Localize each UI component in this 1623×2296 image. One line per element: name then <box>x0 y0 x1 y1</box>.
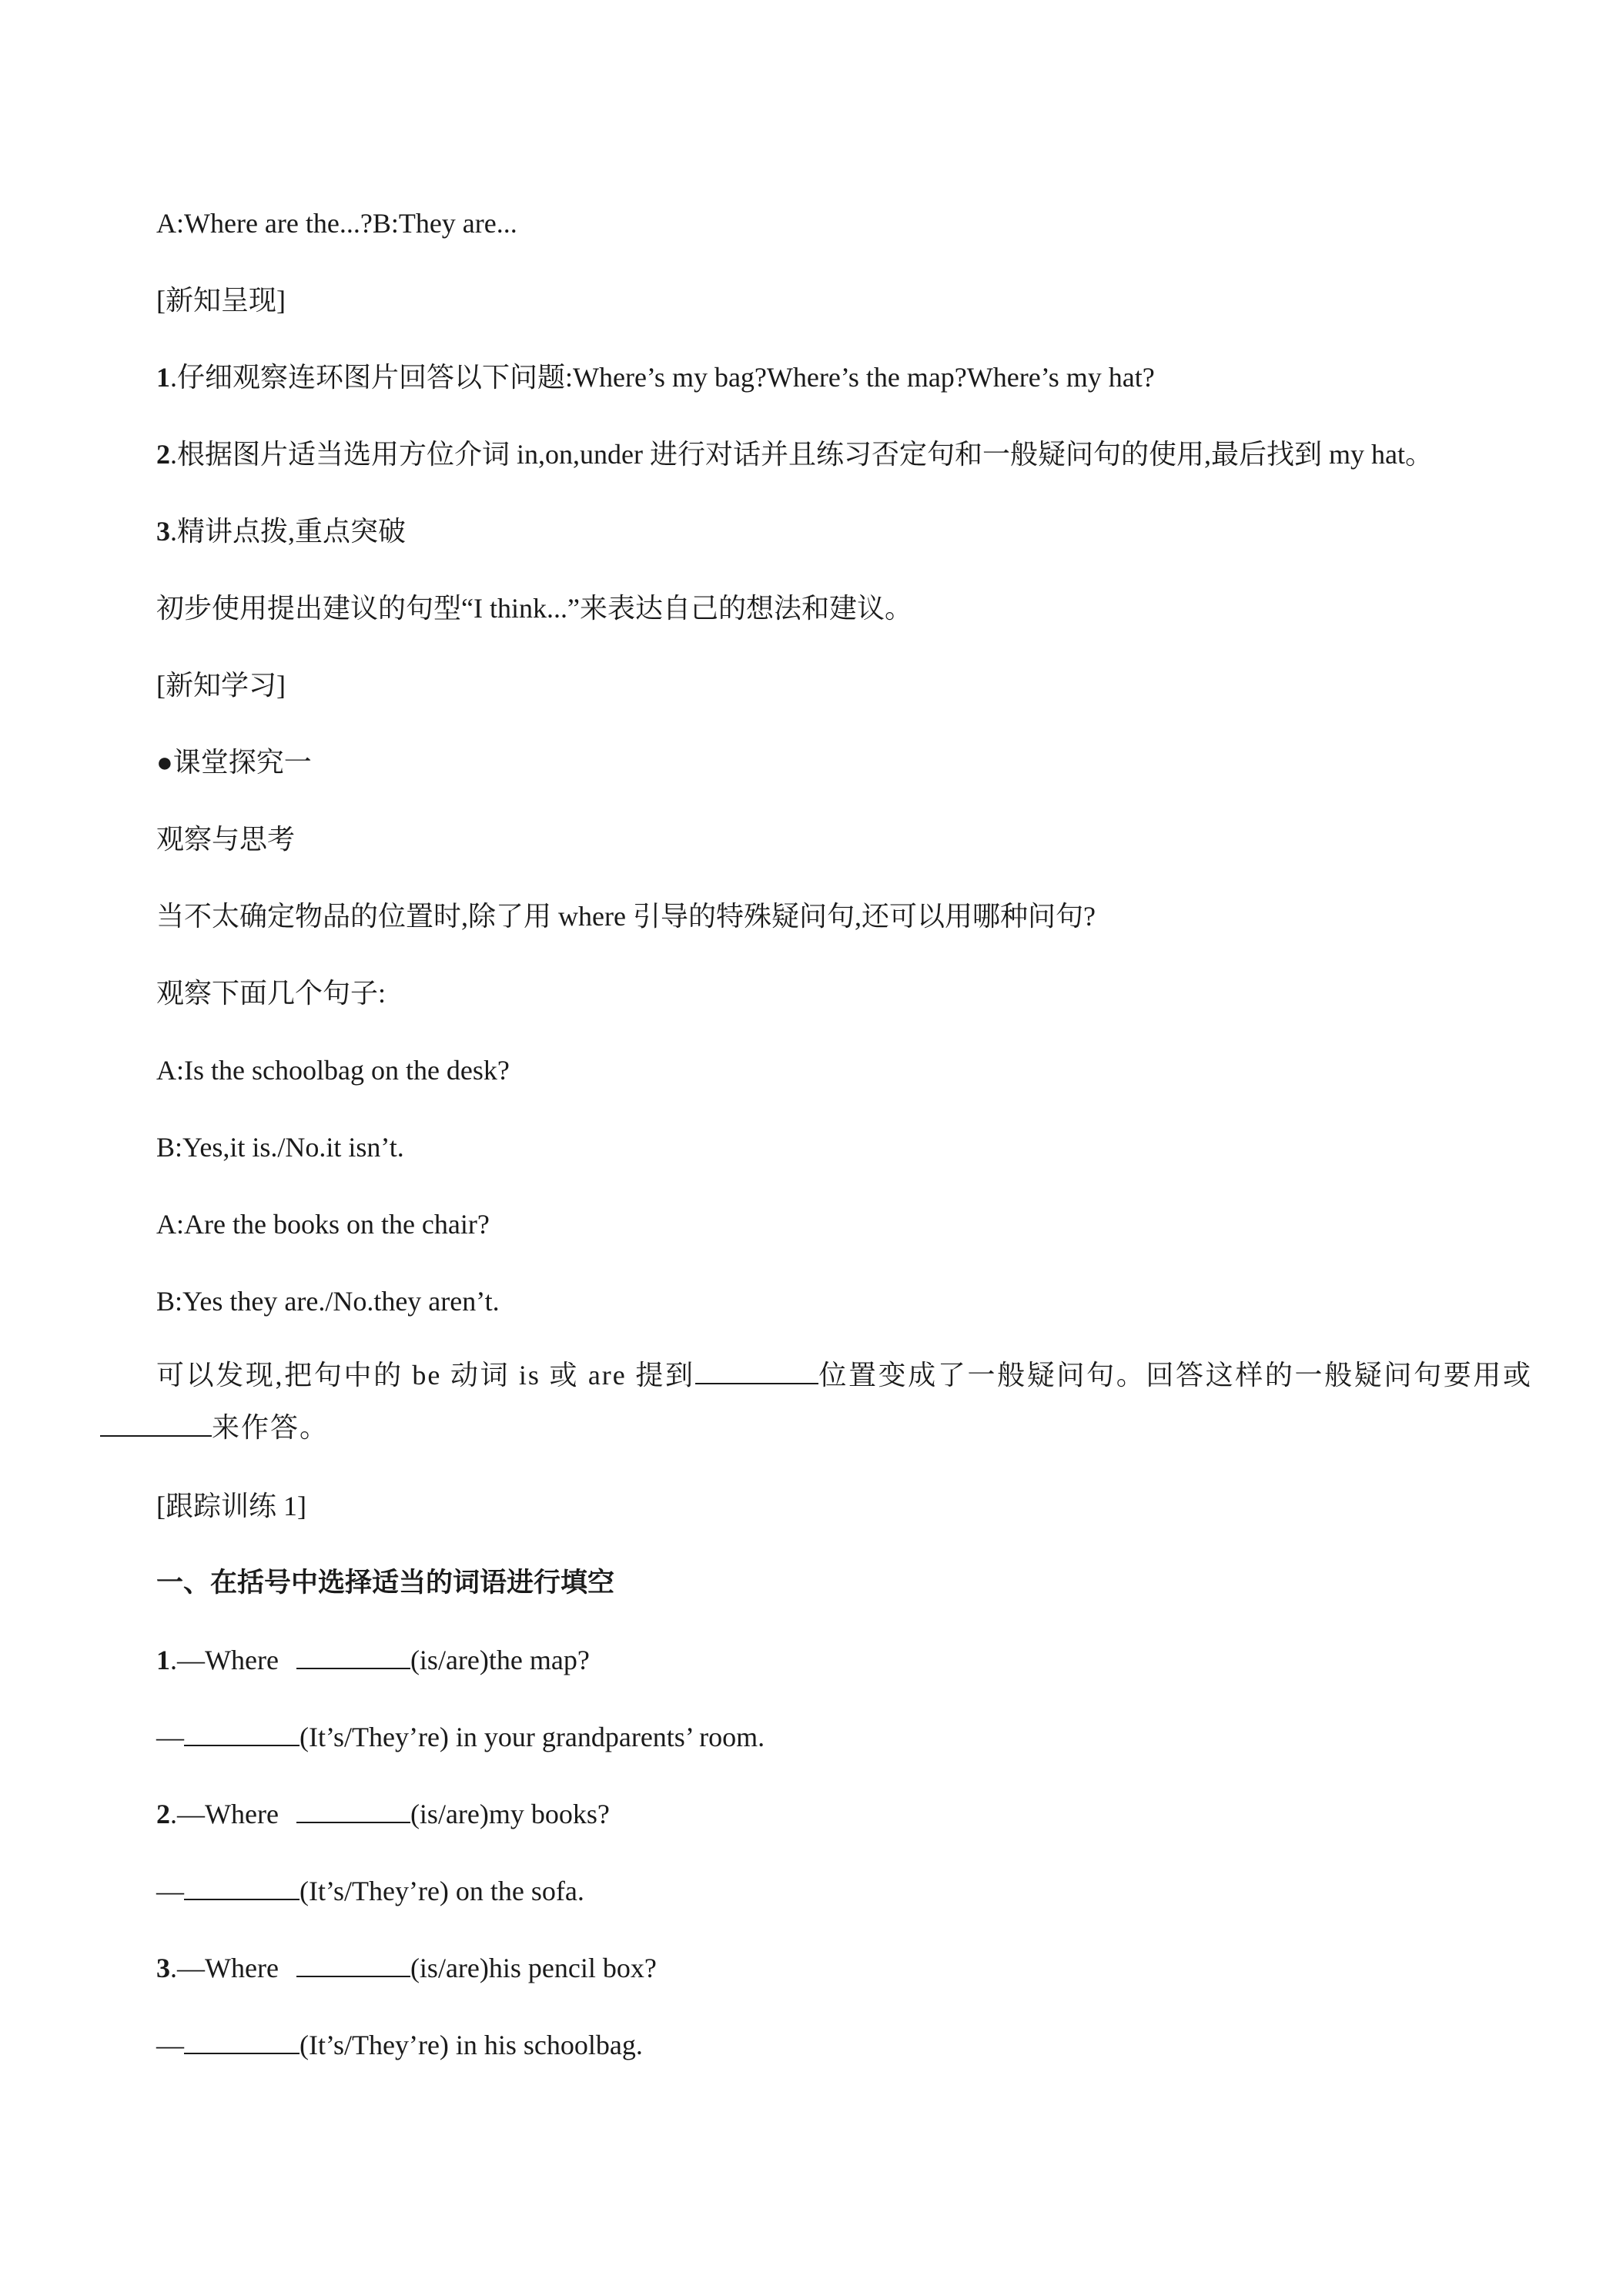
prompt-text: 当不太确定物品的位置时,除了用 where 引导的特殊疑问句,还可以用哪种问句? <box>156 901 1096 932</box>
question-text: (is/are)his pencil box? <box>410 1953 657 1983</box>
paragraph-text: 或 <box>1502 1360 1532 1391</box>
section-label-text: [新知呈现] <box>156 285 286 316</box>
item-number: 3 <box>156 1953 170 1983</box>
answer-blank[interactable] <box>184 1719 300 1746</box>
dash: — <box>156 1722 184 1752</box>
heading-text: ●课堂探究一 <box>156 747 312 778</box>
item-text: .精讲点拨,重点突破 <box>170 516 407 547</box>
question-text: .—Where <box>170 1645 286 1675</box>
conclusion-paragraph <box>100 1349 1532 1454</box>
exercise-heading <box>156 1565 614 1602</box>
question-text: .—Where <box>170 1799 286 1829</box>
paragraph-text: 位置变成了一般疑问句。回答这样的一般疑问句要用 <box>818 1360 1503 1391</box>
answer-text: (It’s/They’re) in your grandparents’ room. <box>300 1722 765 1752</box>
exercise-question-2 <box>156 1796 610 1832</box>
sentence-text: B:Yes,it is./No.it isn’t. <box>156 1132 404 1163</box>
sentence-text: A:Is the schoolbag on the desk? <box>156 1055 510 1086</box>
observe-sentences-label <box>156 975 386 1012</box>
section-label-new-knowledge-learning <box>156 667 286 704</box>
item-text: .根据图片适当选用方位介词 in,on,under 进行对话并且练习否定句和一般疑问句的使用,最后找到 my hat。 <box>170 439 1433 470</box>
question-text: (is/are)my books? <box>410 1799 610 1829</box>
answer-blank[interactable] <box>296 1796 410 1823</box>
note-text: 初步使用提出建议的句型“I think...”来表达自己的想法和建议。 <box>156 593 912 624</box>
exercise-answer-2 <box>156 1873 584 1909</box>
section-label-tracking-practice <box>156 1488 306 1525</box>
question-text: .—Where <box>170 1953 286 1983</box>
question-prompt <box>156 898 1096 935</box>
example-sentence-b1 <box>156 1129 404 1166</box>
suggestion-sentence-note <box>156 590 912 627</box>
answer-blank[interactable] <box>100 1409 212 1437</box>
instruction-item-3 <box>156 513 406 550</box>
answer-text: (It’s/They’re) in his schoolbag. <box>300 2030 643 2060</box>
dialogue-line-intro <box>156 205 517 242</box>
dash: — <box>156 2030 184 2060</box>
label-text: 观察下面几个句子: <box>156 978 387 1009</box>
section-label-text: [跟踪训练 1] <box>156 1491 306 1521</box>
question-text: (is/are)the map? <box>410 1645 590 1675</box>
answer-blank[interactable] <box>296 1642 410 1669</box>
item-number: 2 <box>156 439 170 470</box>
exercise-answer-1 <box>156 1719 765 1755</box>
paragraph-text: 来作答。 <box>212 1412 330 1443</box>
answer-text: (It’s/They’re) on the sofa. <box>300 1876 584 1906</box>
section-label-new-knowledge-presentation <box>156 282 286 319</box>
example-sentence-a1 <box>156 1052 510 1089</box>
item-number: 2 <box>156 1799 170 1829</box>
instruction-item-2 <box>156 436 1433 473</box>
exercise-question-1 <box>156 1642 590 1678</box>
paragraph-text: 可以发现,把句中的 be 动词 is 或 are 提到 <box>156 1360 695 1391</box>
heading-text: 一、在括号中选择适当的词语进行填空 <box>156 1568 615 1598</box>
item-number: 1 <box>156 362 170 393</box>
answer-blank[interactable] <box>184 2027 300 2054</box>
observe-think-heading <box>156 821 295 858</box>
instruction-item-1 <box>156 359 1155 396</box>
example-sentence-a2 <box>156 1206 490 1243</box>
answer-blank[interactable] <box>296 1950 410 1977</box>
answer-blank[interactable] <box>695 1357 818 1384</box>
classroom-exploration-heading <box>156 744 312 781</box>
example-sentence-b2 <box>156 1283 500 1320</box>
heading-text: 观察与思考 <box>156 824 296 855</box>
item-number: 3 <box>156 516 170 547</box>
dash: — <box>156 1876 184 1906</box>
answer-blank[interactable] <box>184 1873 300 1900</box>
item-number: 1 <box>156 1645 170 1675</box>
exercise-answer-3 <box>156 2027 643 2063</box>
section-label-text: [新知学习] <box>156 670 286 701</box>
dialogue-text: A:Where are the...?B:They are... <box>156 208 517 239</box>
sentence-text: B:Yes they are./No.they aren’t. <box>156 1286 500 1317</box>
exercise-question-3 <box>156 1950 657 1986</box>
item-text: .仔细观察连环图片回答以下问题:Where’s my bag?Where’s the map?Where’s my hat? <box>170 362 1155 393</box>
sentence-text: A:Are the books on the chair? <box>156 1209 490 1240</box>
